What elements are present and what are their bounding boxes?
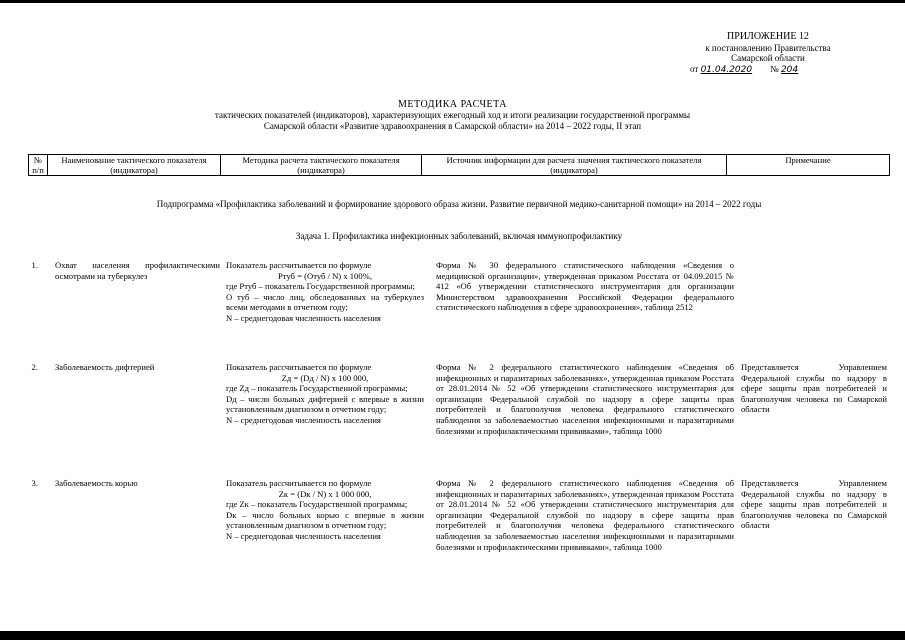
task-title: Задача 1. Профилактика инфекционных заболеваний, включая иммунопрофилактику (295, 231, 623, 241)
decree-line-2: Самарской области (731, 53, 805, 63)
row-2-number: 2. (31, 362, 38, 372)
row-2-method-p2: Dд – число больных дифтерией с впервые в жизни установленным диагнозом в отчетном году; (226, 393, 424, 415)
row-1-number: 1. (31, 260, 38, 270)
header-note: Примечание (727, 155, 890, 176)
subprogram-title: Подпрограмма «Профилактика заболеваний и формирование здорового образа жизни. Развитие первичной медико-санитарной помощи» на 2014 – 2022 годы (156, 199, 762, 209)
title-main: МЕТОДИКА РАСЧЕТА (397, 99, 507, 110)
header-source: Источник информации для расчета значения тактического показателя (индикатора) (422, 155, 727, 176)
header-number: № п/п (29, 155, 48, 176)
row-3-note: Представляется Управлением Федеральной службы по надзору в сфере защиты прав потребителей и благополучия человека по Самарской области (741, 478, 887, 531)
row-2-method-p1: где Zд – показатель Государственной программы; (226, 383, 408, 394)
row-3-method (226, 478, 424, 542)
row-1-method-p2: O туб – число лиц, обследованных на туберкулез всеми методами в отчетном году; (226, 291, 424, 313)
row-3-method-p1: где Zк – показатель Государственной программы; (226, 499, 408, 510)
decree-date-line (688, 64, 848, 76)
title-line-1: тактических показателей (индикаторов), характеризующих ежегодный ход и итоги реализации государственной программы (214, 110, 691, 120)
top-scan-border (0, 0, 905, 3)
table-header (28, 154, 890, 176)
row-3-number: 3. (31, 478, 38, 488)
row-2-note: Представляется Управлением Федеральной службы по надзору в сфере защиты прав потребителей и благополучия человека по Самарской области (741, 362, 887, 415)
decree-line-1: к постановлению Правительства (705, 42, 831, 53)
appendix-block (688, 32, 848, 75)
row-2-formula: Zд = (Dд / N) х 100 000, (281, 372, 369, 383)
row-2-name: Заболеваемость дифтерией (55, 362, 155, 372)
row-1-method (226, 260, 424, 324)
row-1-method-intro: Показатель рассчитывается по формуле (226, 260, 372, 270)
row-1-source: Форма № 30 федерального статистического наблюдения «Сведения о медицинской организации», утвержденная приказом Росстата от 04.09.2015 № 412 «Об утверждении статистического инструментария для организации Министерством здравоохранения Российской Федерации федерального статистического наблюдения в сфере здравоохранения», таблица 2512 (436, 260, 734, 313)
row-3-source: Форма № 2 федерального статистического наблюдения «Сведения об инфекционных и паразитарных заболеваниях», утвержденная приказом Росстата от 28.01.2014 № 52 «Об утверждении статистического инструментария для организации Федеральной службой по надзору в сфере защиты прав потребителей и благополучия человека федерального статистического наблюдения за заболеваемостью населения инфекционными и паразитарными болезнями и профилактическими прививками», таблица 1000 (436, 478, 734, 552)
row-1-method-p3: N – среднегодовая численность населения (226, 312, 381, 323)
table-header-row (29, 155, 890, 176)
row-2-method (226, 362, 424, 426)
row-3-name: Заболеваемость корью (55, 478, 138, 488)
header-indicator-name: Наименование тактического показателя (индикатора) (48, 155, 221, 176)
row-3-method-p2: Dк – число больных корью с впервые в жизни установленным диагнозом в отчетном году; (226, 509, 424, 531)
number-prefix: № (770, 63, 779, 74)
date-prefix: от (690, 63, 699, 74)
row-1-formula: Pтуб = (Oтуб / N) x 100%, (278, 270, 372, 281)
decree-number: 204 (780, 64, 799, 75)
row-2-method-p3: N – среднегодовая численность населения (226, 414, 381, 425)
document-title (140, 99, 765, 132)
row-1-name: Охват населения профилактическими осмотрами на туберкулез (55, 260, 220, 281)
row-3-formula: Zк = (Dк / N) х 1 000 000, (278, 488, 372, 499)
bottom-scan-border (0, 631, 905, 640)
decree-date: 01.04.2020 (700, 64, 753, 75)
appendix-title: ПРИЛОЖЕНИЕ 12 (727, 31, 809, 42)
row-2-method-intro: Показатель рассчитывается по формуле (226, 362, 372, 372)
title-line-2: Самарской области «Развитие здравоохранения в Самарской области» на 2014 – 2022 годы, II этап (263, 121, 642, 131)
row-3-method-p3: N – среднегодовая численность населения (226, 530, 381, 541)
row-1-method-p1: где Pтуб – показатель Государственной программы; (226, 281, 415, 292)
row-2-source: Форма № 2 федерального статистического наблюдения «Сведения об инфекционных и паразитарных заболеваниях», утвержденная приказом Росстата от 28.01.2014 № 52 «Об утверждении статистического инструментария для организации Федеральной службой по надзору в сфере защиты прав потребителей и благополучия человека федерального статистического наблюдения за заболеваемостью населения инфекционными и паразитарными болезнями и профилактическими прививками», таблица 1000 (436, 362, 734, 436)
header-method: Методика расчета тактического показателя (индикатора) (221, 155, 422, 176)
row-3-method-intro: Показатель рассчитывается по формуле (226, 478, 372, 488)
